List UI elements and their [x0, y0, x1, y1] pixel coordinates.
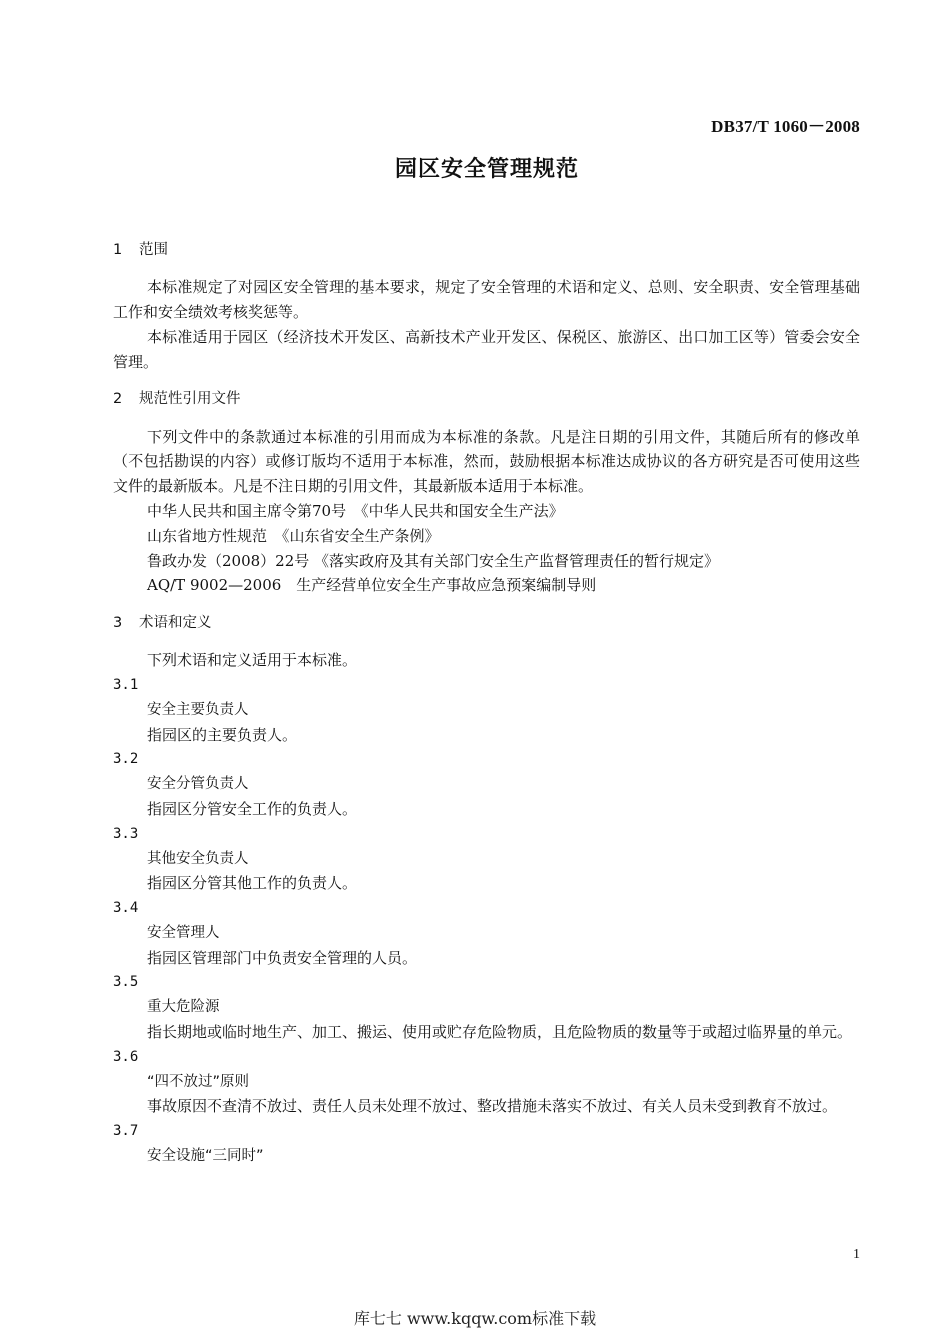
document-body [113, 238, 860, 1169]
section-number: 1 [113, 242, 123, 258]
term-name: 重大危险源 [147, 999, 220, 1016]
term-number: 3.1 [113, 676, 139, 693]
paragraph: 下列文件中的条款通过本标准的引用而成为本标准的条款。凡是注日期的引用文件，其随后所有的修改单（不包括勘误的内容）或修订版均不适用于本标准，然而，鼓励根据本标准达成协议的各方研究是否可使用这些文件的最新版本。凡是不注日期的引用文件，其最新版本适用于本标准。 [113, 427, 860, 496]
term-definition: 指园区分管其他工作的负责人。 [147, 874, 358, 893]
section-heading-normative-references [113, 387, 860, 412]
section-title: 术语和定义 [139, 614, 212, 631]
term-definition: 事故原因不查清不放过、责任人员未处理不放过、整改措施未落实不放过、有关人员未受到教育不放过。 [147, 1097, 838, 1116]
term-number: 3.3 [113, 825, 139, 842]
page-number: 1 [853, 1247, 860, 1262]
term-name: 其他安全负责人 [147, 850, 249, 867]
section-number: 2 [113, 391, 123, 408]
term-name: 安全管理人 [147, 924, 220, 941]
term-definition: 指园区分管安全工作的负责人。 [147, 799, 358, 818]
term-definition: 指长期地或临时地生产、加工、搬运、使用或贮存危险物质，且危险物质的数量等于或超过临界量的单元。 [147, 1023, 853, 1042]
section-title: 规范性引用文件 [139, 391, 241, 408]
paragraph: 下列术语和定义适用于本标准。 [147, 651, 358, 670]
term-name: “四不放过”原则 [147, 1073, 250, 1090]
term-number: 3.5 [113, 974, 139, 991]
term-number: 3.2 [113, 751, 139, 768]
term-definition: 指园区的主要负责人。 [147, 725, 298, 744]
term-number: 3.6 [113, 1048, 139, 1065]
document-title: 园区安全管理规范 [394, 157, 579, 182]
term-name: 安全分管负责人 [147, 776, 249, 793]
reference-item: 山东省地方性规范 《山东省安全生产条例》 [147, 526, 440, 545]
reference-item: 鲁政办发（2008）22号 《落实政府及其有关部门安全生产监督管理责任的暂行规定》 [147, 551, 720, 570]
section-number: 3 [113, 614, 123, 631]
term-name: 安全主要负责人 [147, 701, 249, 718]
term-number: 3.4 [113, 900, 139, 917]
section-title: 范围 [139, 242, 168, 258]
paragraph: 本标准适用于园区（经济技术开发区、高新技术产业开发区、保税区、旅游区、出口加工区等）管委会安全管理。 [113, 327, 860, 371]
reference-item: AQ/T 9002—2006 生产经营单位安全生产事故应急预案编制导则 [147, 576, 597, 595]
standard-number: DB37/T 1060－2008 [711, 117, 860, 136]
section-heading-terms-definitions [113, 611, 860, 636]
paragraph: 本标准规定了对园区安全管理的基本要求，规定了安全管理的术语和定义、总则、安全职责、安全管理基础工作和安全绩效考核奖惩等。 [113, 278, 860, 322]
reference-item: 中华人民共和国主席令第70号 《中华人民共和国安全生产法》 [147, 501, 564, 520]
footer-watermark-text: 库七七 www.kqqw.com标准下载 [353, 1309, 597, 1328]
term-number: 3.7 [113, 1123, 139, 1140]
section-heading-scope [113, 238, 860, 263]
term-definition: 指园区管理部门中负责安全管理的人员。 [147, 948, 418, 967]
term-name: 安全设施“三同时” [147, 1148, 264, 1165]
